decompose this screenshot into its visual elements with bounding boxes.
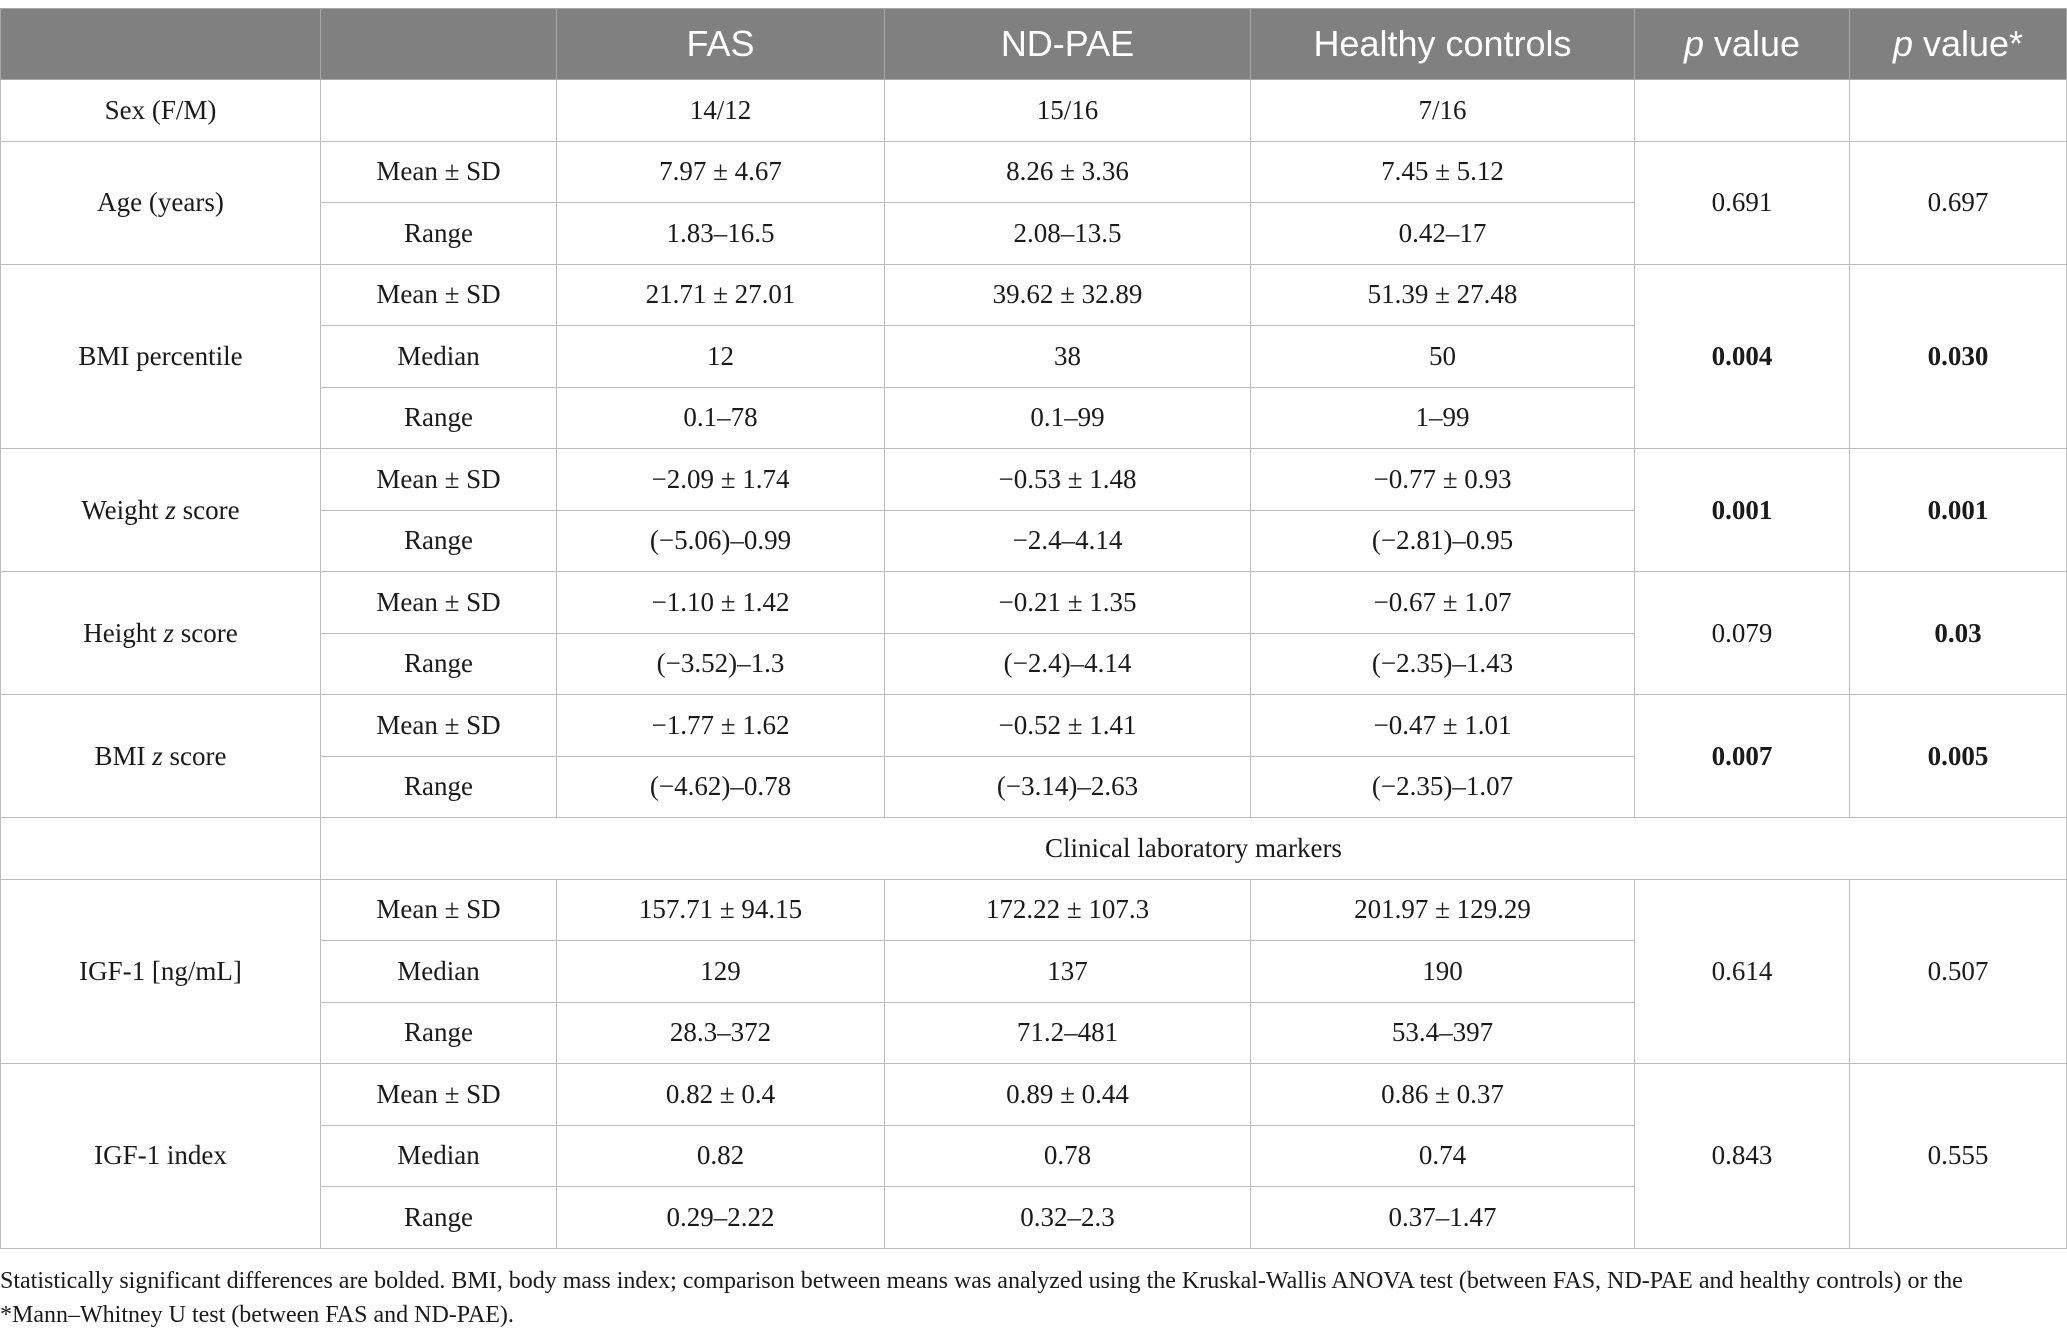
cell: (−3.52)–1.3 bbox=[557, 633, 885, 695]
cell: 38 bbox=[885, 326, 1251, 388]
stat-label: Range bbox=[321, 1002, 557, 1064]
p-value-cell: 0.079 bbox=[1635, 572, 1850, 695]
stat-label: Median bbox=[321, 1125, 557, 1187]
cell: 0.89 ± 0.44 bbox=[885, 1064, 1251, 1126]
cell: 0.74 bbox=[1251, 1125, 1635, 1187]
cell: 71.2–481 bbox=[885, 1002, 1251, 1064]
header-healthy-controls: Healthy controls bbox=[1251, 9, 1635, 80]
cell: 0.82 bbox=[557, 1125, 885, 1187]
cell: −0.53 ± 1.48 bbox=[885, 449, 1251, 511]
cell: 172.22 ± 107.3 bbox=[885, 879, 1251, 941]
row-label-igf1: IGF-1 [ng/mL] bbox=[1, 879, 321, 1064]
cell bbox=[1850, 80, 2067, 142]
cell: 201.97 ± 129.29 bbox=[1251, 879, 1635, 941]
header-ndpae: ND-PAE bbox=[885, 9, 1251, 80]
cell: 28.3–372 bbox=[557, 1002, 885, 1064]
cell: −0.47 ± 1.01 bbox=[1251, 695, 1635, 757]
data-table bbox=[0, 8, 2067, 1249]
cell: (−2.4)–4.14 bbox=[885, 633, 1251, 695]
stat-label: Mean ± SD bbox=[321, 141, 557, 203]
row-label-weight-z: Weight z score bbox=[1, 449, 321, 572]
cell: −2.4–4.14 bbox=[885, 510, 1251, 572]
cell bbox=[1635, 80, 1850, 142]
row-label-sex: Sex (F/M) bbox=[1, 80, 321, 142]
cell: (−2.35)–1.07 bbox=[1251, 756, 1635, 818]
stat-label: Median bbox=[321, 941, 557, 1003]
header-blank-2 bbox=[321, 9, 557, 80]
stat-label: Range bbox=[321, 510, 557, 572]
stat-label: Range bbox=[321, 633, 557, 695]
table-row bbox=[1, 695, 2067, 757]
p-value-star-cell: 0.03 bbox=[1850, 572, 2067, 695]
cell: −0.77 ± 0.93 bbox=[1251, 449, 1635, 511]
row-label-bmi-z: BMI z score bbox=[1, 695, 321, 818]
cell: (−2.35)–1.43 bbox=[1251, 633, 1635, 695]
header-blank-1 bbox=[1, 9, 321, 80]
stat-label: Mean ± SD bbox=[321, 449, 557, 511]
table-row bbox=[1, 80, 2067, 142]
cell: 0.29–2.22 bbox=[557, 1187, 885, 1249]
cell: −1.10 ± 1.42 bbox=[557, 572, 885, 634]
cell: 0.1–99 bbox=[885, 387, 1251, 449]
cell: 1–99 bbox=[1251, 387, 1635, 449]
table-row bbox=[1, 879, 2067, 941]
table-row bbox=[1, 264, 2067, 326]
p-value-cell: 0.614 bbox=[1635, 879, 1850, 1064]
cell: 137 bbox=[885, 941, 1251, 1003]
cell: 7.97 ± 4.67 bbox=[557, 141, 885, 203]
cell: 53.4–397 bbox=[1251, 1002, 1635, 1064]
cell bbox=[321, 80, 557, 142]
p-value-cell: 0.001 bbox=[1635, 449, 1850, 572]
p-value-star-cell: 0.001 bbox=[1850, 449, 2067, 572]
cell: 7/16 bbox=[1251, 80, 1635, 142]
cell: (−2.81)–0.95 bbox=[1251, 510, 1635, 572]
cell: 21.71 ± 27.01 bbox=[557, 264, 885, 326]
stat-label: Mean ± SD bbox=[321, 879, 557, 941]
cell: 39.62 ± 32.89 bbox=[885, 264, 1251, 326]
cell: 0.82 ± 0.4 bbox=[557, 1064, 885, 1126]
row-label-bmi-percentile: BMI percentile bbox=[1, 264, 321, 449]
cell: 0.1–78 bbox=[557, 387, 885, 449]
cell: 0.32–2.3 bbox=[885, 1187, 1251, 1249]
row-label-igf1-index: IGF-1 index bbox=[1, 1064, 321, 1249]
header-p-value: p value bbox=[1635, 9, 1850, 80]
header-p-value-star: p value* bbox=[1850, 9, 2067, 80]
cell: 1.83–16.5 bbox=[557, 203, 885, 265]
cell: −1.77 ± 1.62 bbox=[557, 695, 885, 757]
p-value-star-cell: 0.507 bbox=[1850, 879, 2067, 1064]
table-row bbox=[1, 1064, 2067, 1126]
p-value-cell: 0.007 bbox=[1635, 695, 1850, 818]
stat-label: Range bbox=[321, 756, 557, 818]
row-label-age: Age (years) bbox=[1, 141, 321, 264]
p-value-star-cell: 0.030 bbox=[1850, 264, 2067, 449]
cell: 129 bbox=[557, 941, 885, 1003]
stat-label: Mean ± SD bbox=[321, 695, 557, 757]
table-row bbox=[1, 572, 2067, 634]
p-value-star-cell: 0.697 bbox=[1850, 141, 2067, 264]
stat-label: Mean ± SD bbox=[321, 1064, 557, 1126]
table-row bbox=[1, 449, 2067, 511]
p-value-cell: 0.843 bbox=[1635, 1064, 1850, 1249]
cell: 0.37–1.47 bbox=[1251, 1187, 1635, 1249]
header-fas: FAS bbox=[557, 9, 885, 80]
cell: −2.09 ± 1.74 bbox=[557, 449, 885, 511]
cell: −0.67 ± 1.07 bbox=[1251, 572, 1635, 634]
stat-label: Range bbox=[321, 203, 557, 265]
p-value-cell: 0.691 bbox=[1635, 141, 1850, 264]
cell: 2.08–13.5 bbox=[885, 203, 1251, 265]
stat-label: Range bbox=[321, 387, 557, 449]
cell: 12 bbox=[557, 326, 885, 388]
cell: (−3.14)–2.63 bbox=[885, 756, 1251, 818]
table-footnote: Statistically significant differences are bolded. BMI, body mass index; comparison between means was analyzed using the Kruskal-Wallis ANOVA test (between FAS, ND-PAE and healthy controls) or the *Mann–Whitney U test (between FAS and ND-PAE). bbox=[0, 1268, 1963, 1328]
section-row bbox=[1, 818, 2067, 880]
cell: 51.39 ± 27.48 bbox=[1251, 264, 1635, 326]
cell: 0.42–17 bbox=[1251, 203, 1635, 265]
cell: (−5.06)–0.99 bbox=[557, 510, 885, 572]
cell: (−4.62)–0.78 bbox=[557, 756, 885, 818]
cell: 8.26 ± 3.36 bbox=[885, 141, 1251, 203]
row-label-height-z: Height z score bbox=[1, 572, 321, 695]
cell: 14/12 bbox=[557, 80, 885, 142]
cell: 157.71 ± 94.15 bbox=[557, 879, 885, 941]
cell: −0.21 ± 1.35 bbox=[885, 572, 1251, 634]
stat-label: Mean ± SD bbox=[321, 264, 557, 326]
p-value-star-cell: 0.005 bbox=[1850, 695, 2067, 818]
table-row bbox=[1, 141, 2067, 203]
cell bbox=[1, 818, 321, 880]
cell: 15/16 bbox=[885, 80, 1251, 142]
stat-label: Mean ± SD bbox=[321, 572, 557, 634]
cell: 50 bbox=[1251, 326, 1635, 388]
cell: 0.78 bbox=[885, 1125, 1251, 1187]
cell: 190 bbox=[1251, 941, 1635, 1003]
cell: 0.86 ± 0.37 bbox=[1251, 1064, 1635, 1126]
table-header-row bbox=[1, 9, 2067, 80]
cell: 7.45 ± 5.12 bbox=[1251, 141, 1635, 203]
cell: −0.52 ± 1.41 bbox=[885, 695, 1251, 757]
p-value-star-cell: 0.555 bbox=[1850, 1064, 2067, 1249]
section-label-clinical-lab: Clinical laboratory markers bbox=[321, 818, 2067, 880]
p-value-cell: 0.004 bbox=[1635, 264, 1850, 449]
stat-label: Range bbox=[321, 1187, 557, 1249]
stat-label: Median bbox=[321, 326, 557, 388]
